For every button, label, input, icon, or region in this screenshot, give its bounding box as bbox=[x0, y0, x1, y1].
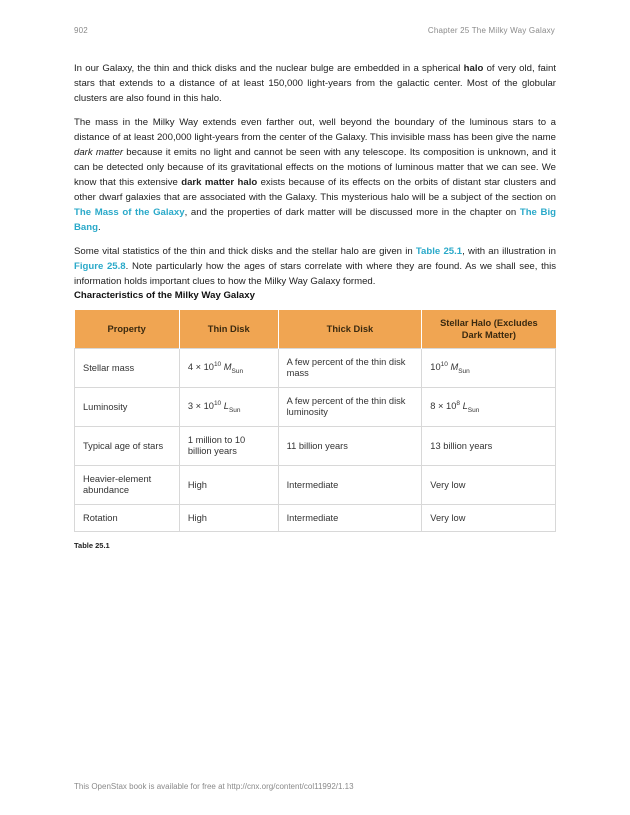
cell-stellar-halo: Very low bbox=[422, 505, 556, 532]
paragraph-statistics: Some vital statistics of the thin and thick disks and the stellar halo are given in Table 25.1, with an illustration in Figure 25.8. Note particularly how the ages of stars correlate with where they are found. As we shall see, this information holds important clues to how the Milky Way Galaxy formed. bbox=[74, 246, 557, 287]
table-row bbox=[75, 427, 556, 466]
cell-thick-disk: A few percent of the thin disk luminosity bbox=[278, 388, 422, 427]
term-dark-matter-halo: dark matter halo bbox=[181, 177, 258, 188]
table-row bbox=[75, 388, 556, 427]
header-property: Property bbox=[75, 310, 180, 349]
table-row bbox=[75, 466, 556, 505]
paragraph-dark-matter: The mass in the Milky Way extends even farther out, well beyond the boundary of the luminous stars to a distance of at least 200,000 light-years from the center of the Galaxy. This invisible mass has been give the name dark matter because it emits no light and cannot be seen with any telescope. Its composition is unknown, and it can be detected only because of its gravitational effects on the motions of luminous matter that we can see. We know that this extensive dark matter halo exists because of its effects on the orbits of distant star clusters and other dwarf galaxies that are associated with the Galaxy. This mysterious halo will be a subject of the section on The Mass of the Galaxy, and the properties of dark matter will be discussed more in the chapter on The Big Bang. bbox=[74, 117, 556, 233]
cell-property: Stellar mass bbox=[75, 349, 180, 388]
paragraph-halo: In our Galaxy, the thin and thick disks and the nuclear bulge are embedded in a spherical halo of very old, faint stars that extends to a distance of at least 150,000 light-years from the galactic center. Most of the globular clusters are also found in this halo. bbox=[74, 63, 556, 104]
cell-property: Rotation bbox=[75, 505, 180, 532]
cell-thin-disk: $4 \times 10^{10}$ $M_{Sun}$ bbox=[179, 349, 278, 388]
header-thin-disk: Thin Disk bbox=[179, 310, 278, 349]
table-caption: Table 25.1 bbox=[74, 541, 110, 550]
table-title: Characteristics of the Milky Way Galaxy bbox=[74, 290, 255, 301]
page-footer: This OpenStax book is available for free at http://cnx.org/content/col11992/1.13 bbox=[74, 782, 354, 791]
cell-stellar-halo: 13 billion years bbox=[422, 427, 556, 466]
term-dark-matter: dark matter bbox=[74, 147, 124, 158]
cell-thick-disk: Intermediate bbox=[278, 466, 422, 505]
table-row bbox=[75, 349, 556, 388]
galaxy-table bbox=[74, 310, 556, 532]
cell-thick-disk: A few percent of the thin disk mass bbox=[278, 349, 422, 388]
cell-thin-disk: 1 million to 10 billion years bbox=[179, 427, 278, 466]
cell-stellar-halo: $10^{10}$ $M_{Sun}$ bbox=[422, 349, 556, 388]
cell-thick-disk: Intermediate bbox=[278, 505, 422, 532]
link-big-bang[interactable]: The Big Bang bbox=[74, 207, 556, 233]
header-thick-disk: Thick Disk bbox=[278, 310, 422, 349]
link-mass-of-galaxy[interactable]: The Mass of the Galaxy bbox=[74, 207, 185, 218]
link-figure-25-8[interactable]: Figure 25.8 bbox=[74, 261, 126, 272]
body-text bbox=[74, 61, 556, 298]
link-table-25-1[interactable]: Table 25.1 bbox=[415, 246, 463, 257]
header-stellar-halo: Stellar Halo (Excludes Dark Matter) bbox=[422, 310, 556, 349]
cell-thin-disk: High bbox=[179, 505, 278, 532]
page-number: 902 bbox=[74, 26, 88, 35]
cell-thin-disk: High bbox=[179, 466, 278, 505]
term-halo: halo bbox=[463, 63, 484, 74]
cell-stellar-halo: $8 \times 10^8$ $L_{Sun}$ bbox=[422, 388, 556, 427]
cell-property: Heavier-element abundance bbox=[75, 466, 180, 505]
cell-property: Typical age of stars bbox=[75, 427, 180, 466]
table-row bbox=[75, 505, 556, 532]
cell-stellar-halo: Very low bbox=[422, 466, 556, 505]
table-header-row bbox=[75, 310, 556, 349]
chapter-title: Chapter 25 The Milky Way Galaxy bbox=[427, 26, 555, 35]
cell-thin-disk: $3 \times 10^{10}$ $L_{Sun}$ bbox=[179, 388, 278, 427]
cell-property: Luminosity bbox=[75, 388, 180, 427]
cell-thick-disk: 11 billion years bbox=[278, 427, 422, 466]
